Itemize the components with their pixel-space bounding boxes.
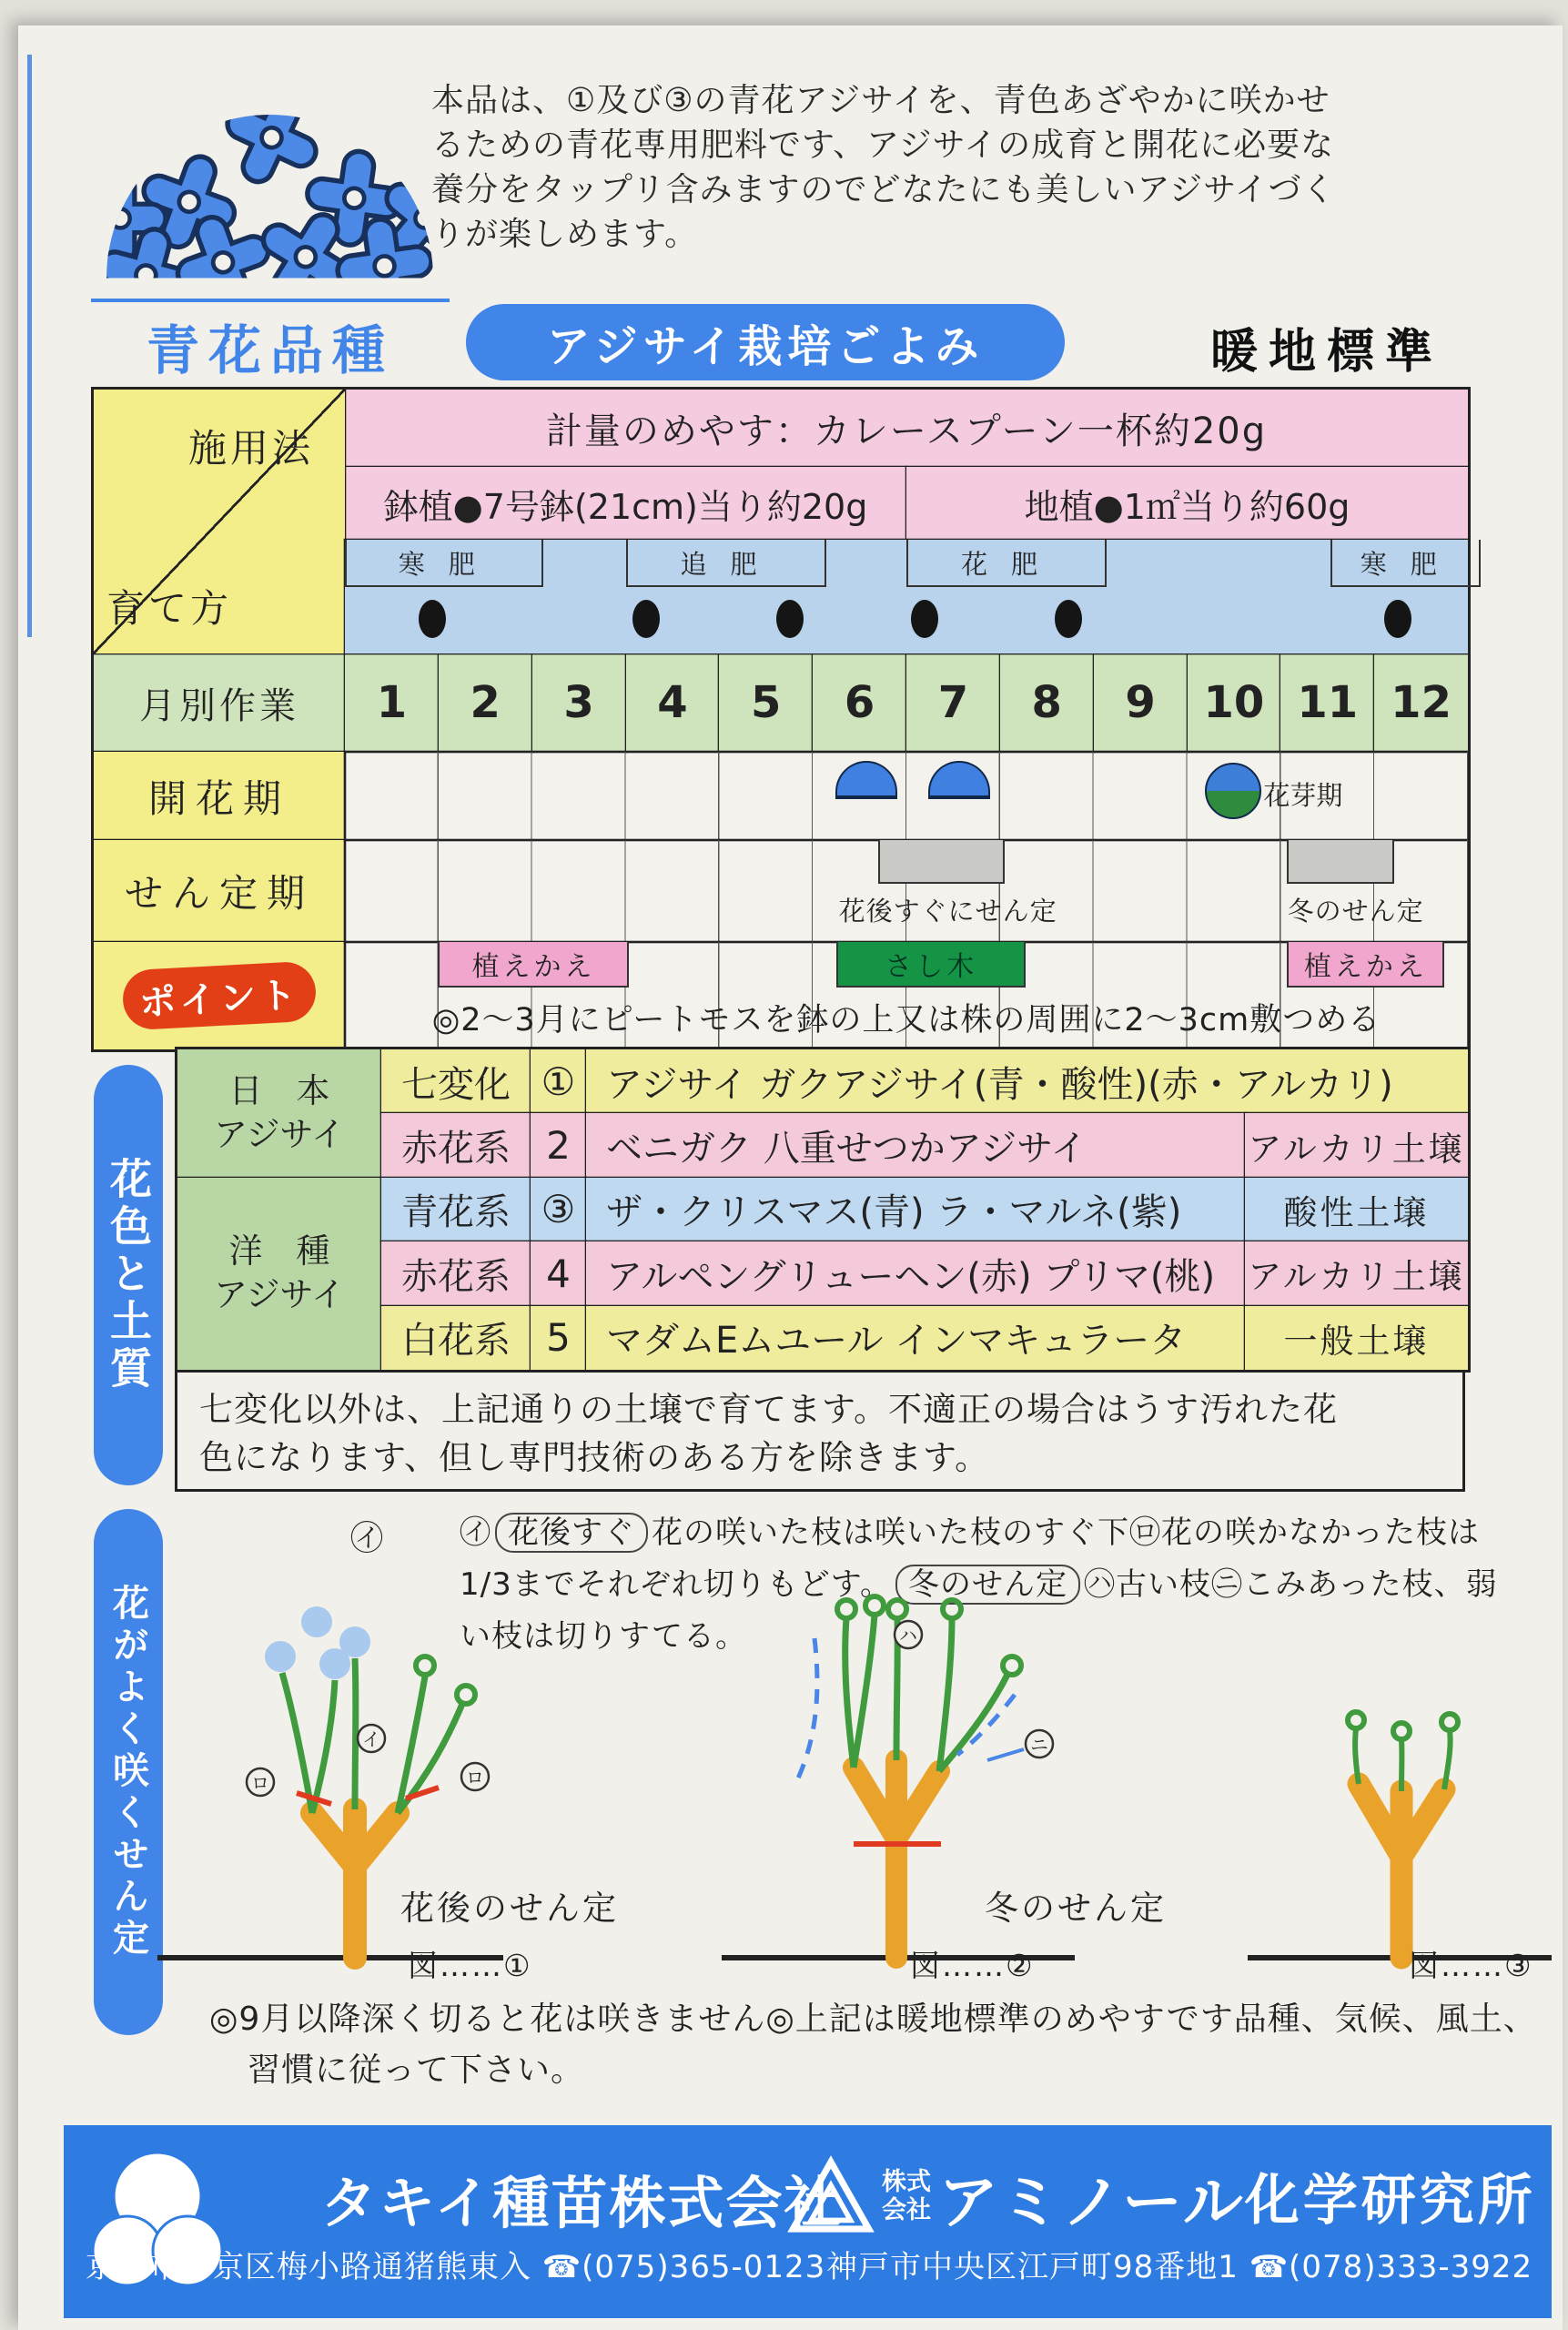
prune-winter-label: 冬のせん定 [1287, 896, 1424, 927]
group-line: 洋 種 [228, 1231, 330, 1271]
month-cell: 8 [1000, 653, 1094, 752]
kabushiki-gaisha-stack [882, 2168, 931, 2224]
flower-color-soil-side-label: 花色と土質 [94, 1065, 163, 1485]
fertilizer-tab: 花肥 [906, 540, 1107, 587]
variety-name-cell: マダムEムユール インマキュラータ [586, 1306, 1245, 1370]
package-edge-line [27, 55, 32, 637]
measure-note-cell: 計量のめやす：カレースプーン一杯約20g [345, 390, 1468, 467]
fertilizer-tab: 追肥 [626, 540, 826, 587]
aminol-company-rest: 化学研究所 [1244, 2169, 1536, 2233]
month-cell: 2 [439, 653, 532, 752]
line-text: 1/3までそれぞれ切りもどす。 [460, 1566, 892, 1603]
month-cell: 3 [532, 653, 626, 752]
climate-standard-label: 暖地標準 [1210, 325, 1444, 380]
fertilize-dot [1384, 600, 1411, 638]
circled-ha-mark [895, 1621, 922, 1648]
pruning-gray-bar [1287, 840, 1394, 884]
after-bloom-box: 花後すぐ [495, 1513, 648, 1553]
aminol-logotype: アミノール [938, 2166, 1245, 2237]
point-row [345, 942, 1468, 1049]
takii-address: 京都市下京区梅小路通猪熊東入 ☎(075)365-0123 [86, 2249, 826, 2285]
prune-after-bloom-label: 花後すぐにせん定 [838, 896, 1057, 927]
svg-text:ロ: ロ [251, 1772, 269, 1794]
flower-color-soil-table [175, 1047, 1471, 1373]
group-line: 日 本 [228, 1071, 330, 1111]
bottom-note-line: ◎9月以降深く切ると花は咲きません◎上記は暖地標準のめやすです品種、気候、風土、 [209, 2001, 1537, 2038]
ground-dose-cell: 地植●1㎡当り約60g [906, 467, 1468, 540]
monthly-work-label: 月別作業 [94, 653, 345, 752]
pruning-period-row [345, 840, 1468, 942]
takii-company-name: タキイ種苗株式会社 [320, 2170, 843, 2236]
winter-prune-box: 冬のせん定 [895, 1565, 1080, 1605]
intro-paragraph [431, 78, 1533, 257]
svg-text:ニ: ニ [1030, 1734, 1048, 1756]
variety-type-cell: 赤花系 [381, 1241, 531, 1305]
month-cell: 5 [719, 653, 813, 752]
variety-name-cell: アルペングリューヘン(赤) プリマ(桃) [586, 1241, 1245, 1305]
mark-text: ㋑ [460, 1514, 491, 1551]
group-line: アジサイ [214, 1275, 345, 1315]
month-cell: 9 [1094, 653, 1188, 752]
aminol-address: 神戸市中央区江戸町98番地1 ☎(078)333-3922 [826, 2249, 1533, 2285]
line-text: 花の咲いた枝は咲いた枝のすぐ下㋺花の咲かなかった枝は [652, 1514, 1480, 1551]
fertilizer-tab: 寒肥 [1330, 540, 1481, 587]
soil-type-cell: 一般土壌 [1245, 1306, 1468, 1370]
month-cell: 7 [906, 653, 1000, 752]
variety-name-cell: ベニガク 八重せつかアジサイ [586, 1113, 1245, 1177]
cutting-bar: さし木 [836, 942, 1026, 988]
variety-type-cell: 七変化 [381, 1049, 531, 1113]
pruning-diagrams [127, 1565, 1565, 1975]
variety-type-cell: 赤花系 [381, 1113, 531, 1177]
variety-number-cell: 4 [531, 1241, 586, 1305]
peat-moss-note: ◎2～3月にピートモスを鉢の上又は株の周囲に2～3cm敷つめる [431, 1002, 1381, 1038]
month-cell: 1 [345, 653, 439, 752]
variety-name-cell: ザ・クリスマス(青) ラ・マルネ(紫) [586, 1178, 1245, 1241]
pruning-period-label: せん定期 [94, 840, 345, 942]
bloom-period-row [345, 752, 1468, 840]
intro-line: りが楽しめます。 [431, 216, 699, 253]
bloom-period-label: 開花期 [94, 752, 345, 840]
circled-ro-mark [461, 1763, 489, 1790]
flower-bud-label: 花芽期 [1263, 780, 1343, 811]
stack-line: 株式 [882, 2168, 931, 2196]
month-cell: 10 [1188, 653, 1281, 752]
application-label: 施用法 [188, 426, 315, 471]
soil-type-cell: 酸性土壌 [1245, 1178, 1468, 1241]
aminol-company-block [787, 2153, 1536, 2240]
figure3-label: 図……③ [1409, 1948, 1533, 1983]
fertilize-dot [1055, 600, 1082, 638]
intro-line: 本品は、①及び③の青花アジサイを、青色あざやかに咲かせ [431, 82, 1330, 119]
pruning-line: い枝は切りすてる。 [460, 1618, 748, 1655]
fertilizer-tab: 寒肥 [345, 540, 543, 587]
fertilize-dot [776, 600, 804, 638]
svg-text:イ: イ [362, 1728, 380, 1750]
aminol-triangle-logo [787, 2153, 875, 2240]
point-red-pill: ポイント [121, 960, 317, 1030]
stack-line: 会社 [882, 2196, 931, 2224]
variety-number-cell: 2 [531, 1113, 586, 1177]
month-cell: 4 [626, 653, 720, 752]
cultivation-calendar-table [91, 387, 1471, 1052]
bottom-note-line: 習慣に従って下さい。 [248, 2051, 585, 2089]
variety-name-cell: アジサイ ガクアジサイ(青・酸性)(赤・アルカリ) [586, 1049, 1468, 1113]
care-label: 育て方 [106, 586, 233, 631]
application-care-header-cell [94, 390, 345, 653]
figure1-label: 図……① [408, 1948, 532, 1983]
month-cell: 12 [1374, 653, 1468, 752]
winter-caption: 冬のせん定 [985, 1889, 1167, 1928]
fertilizing-schedule-row [345, 540, 1468, 653]
variety-number-cell: 5 [531, 1306, 586, 1370]
fertilize-dot [632, 600, 660, 638]
variety-type-cell: 青花系 [381, 1178, 531, 1241]
soil-note-box [175, 1370, 1465, 1492]
circled-ni-mark [987, 1730, 1053, 1760]
circled-i-mark: ㋑ [350, 1520, 384, 1557]
variety-number-cell: ① [531, 1049, 586, 1113]
tree-result-diagram [1248, 1712, 1552, 1958]
soil-type-cell: アルカリ土壌 [1245, 1113, 1468, 1177]
repotting-bar: 植えかえ [1287, 942, 1444, 988]
intro-line: 養分をタップリ含みますのでどなたにも美しいアジサイづく [431, 171, 1336, 208]
pot-dose-cell: 鉢植●7号鉢(21cm)当り約20g [345, 467, 906, 540]
circled-i-mark [358, 1725, 385, 1752]
line-text: ㋩古い枝㋥こみあった枝、弱 [1084, 1566, 1498, 1603]
variety-number-cell: ③ [531, 1178, 586, 1241]
circled-ro-mark [247, 1768, 274, 1796]
flower-bud-circle-icon [1205, 763, 1261, 819]
figure2-label: 図……② [910, 1948, 1035, 1983]
repotting-bar: 植えかえ [438, 942, 629, 988]
footer-band [64, 2125, 1552, 2318]
point-label-cell [94, 942, 345, 1049]
group-japanese-hydrangea [177, 1049, 381, 1178]
group-line: アジサイ [214, 1115, 345, 1155]
bloom-dome-icon [835, 761, 897, 799]
month-cell: 11 [1280, 653, 1374, 752]
variety-type-cell: 白花系 [381, 1306, 531, 1370]
svg-text:ロ: ロ [466, 1767, 484, 1788]
svg-text:ハ: ハ [899, 1625, 917, 1646]
fertilize-dot [911, 600, 938, 638]
bloom-dome-icon [928, 761, 990, 799]
intro-line: るための青花専用肥料です、アジサイの成育と開花に必要な [431, 127, 1335, 164]
soil-note-line: 色になります、但し専門技術のある方を除きます。 [199, 1438, 990, 1477]
pruning-gray-bar [878, 840, 1005, 884]
fertilize-dot [419, 600, 446, 638]
soil-note-line: 七変化以外は、上記通りの土壌で育てます。不適正の場合はうす汚れた花 [199, 1390, 1339, 1429]
calendar-title-pill: アジサイ栽培ごよみ [466, 304, 1065, 380]
blue-variety-badge: 青花品種 [91, 299, 450, 393]
month-cell: 6 [813, 653, 906, 752]
group-western-hydrangea [177, 1178, 381, 1370]
pruning-side-label: 花がよく咲くせん定 [94, 1509, 163, 2035]
soil-type-cell: アルカリ土壌 [1245, 1241, 1468, 1305]
pruning-line [460, 1507, 1561, 1559]
after-bloom-caption: 花後のせん定 [400, 1889, 619, 1928]
hydrangea-flower-logo [102, 62, 437, 279]
